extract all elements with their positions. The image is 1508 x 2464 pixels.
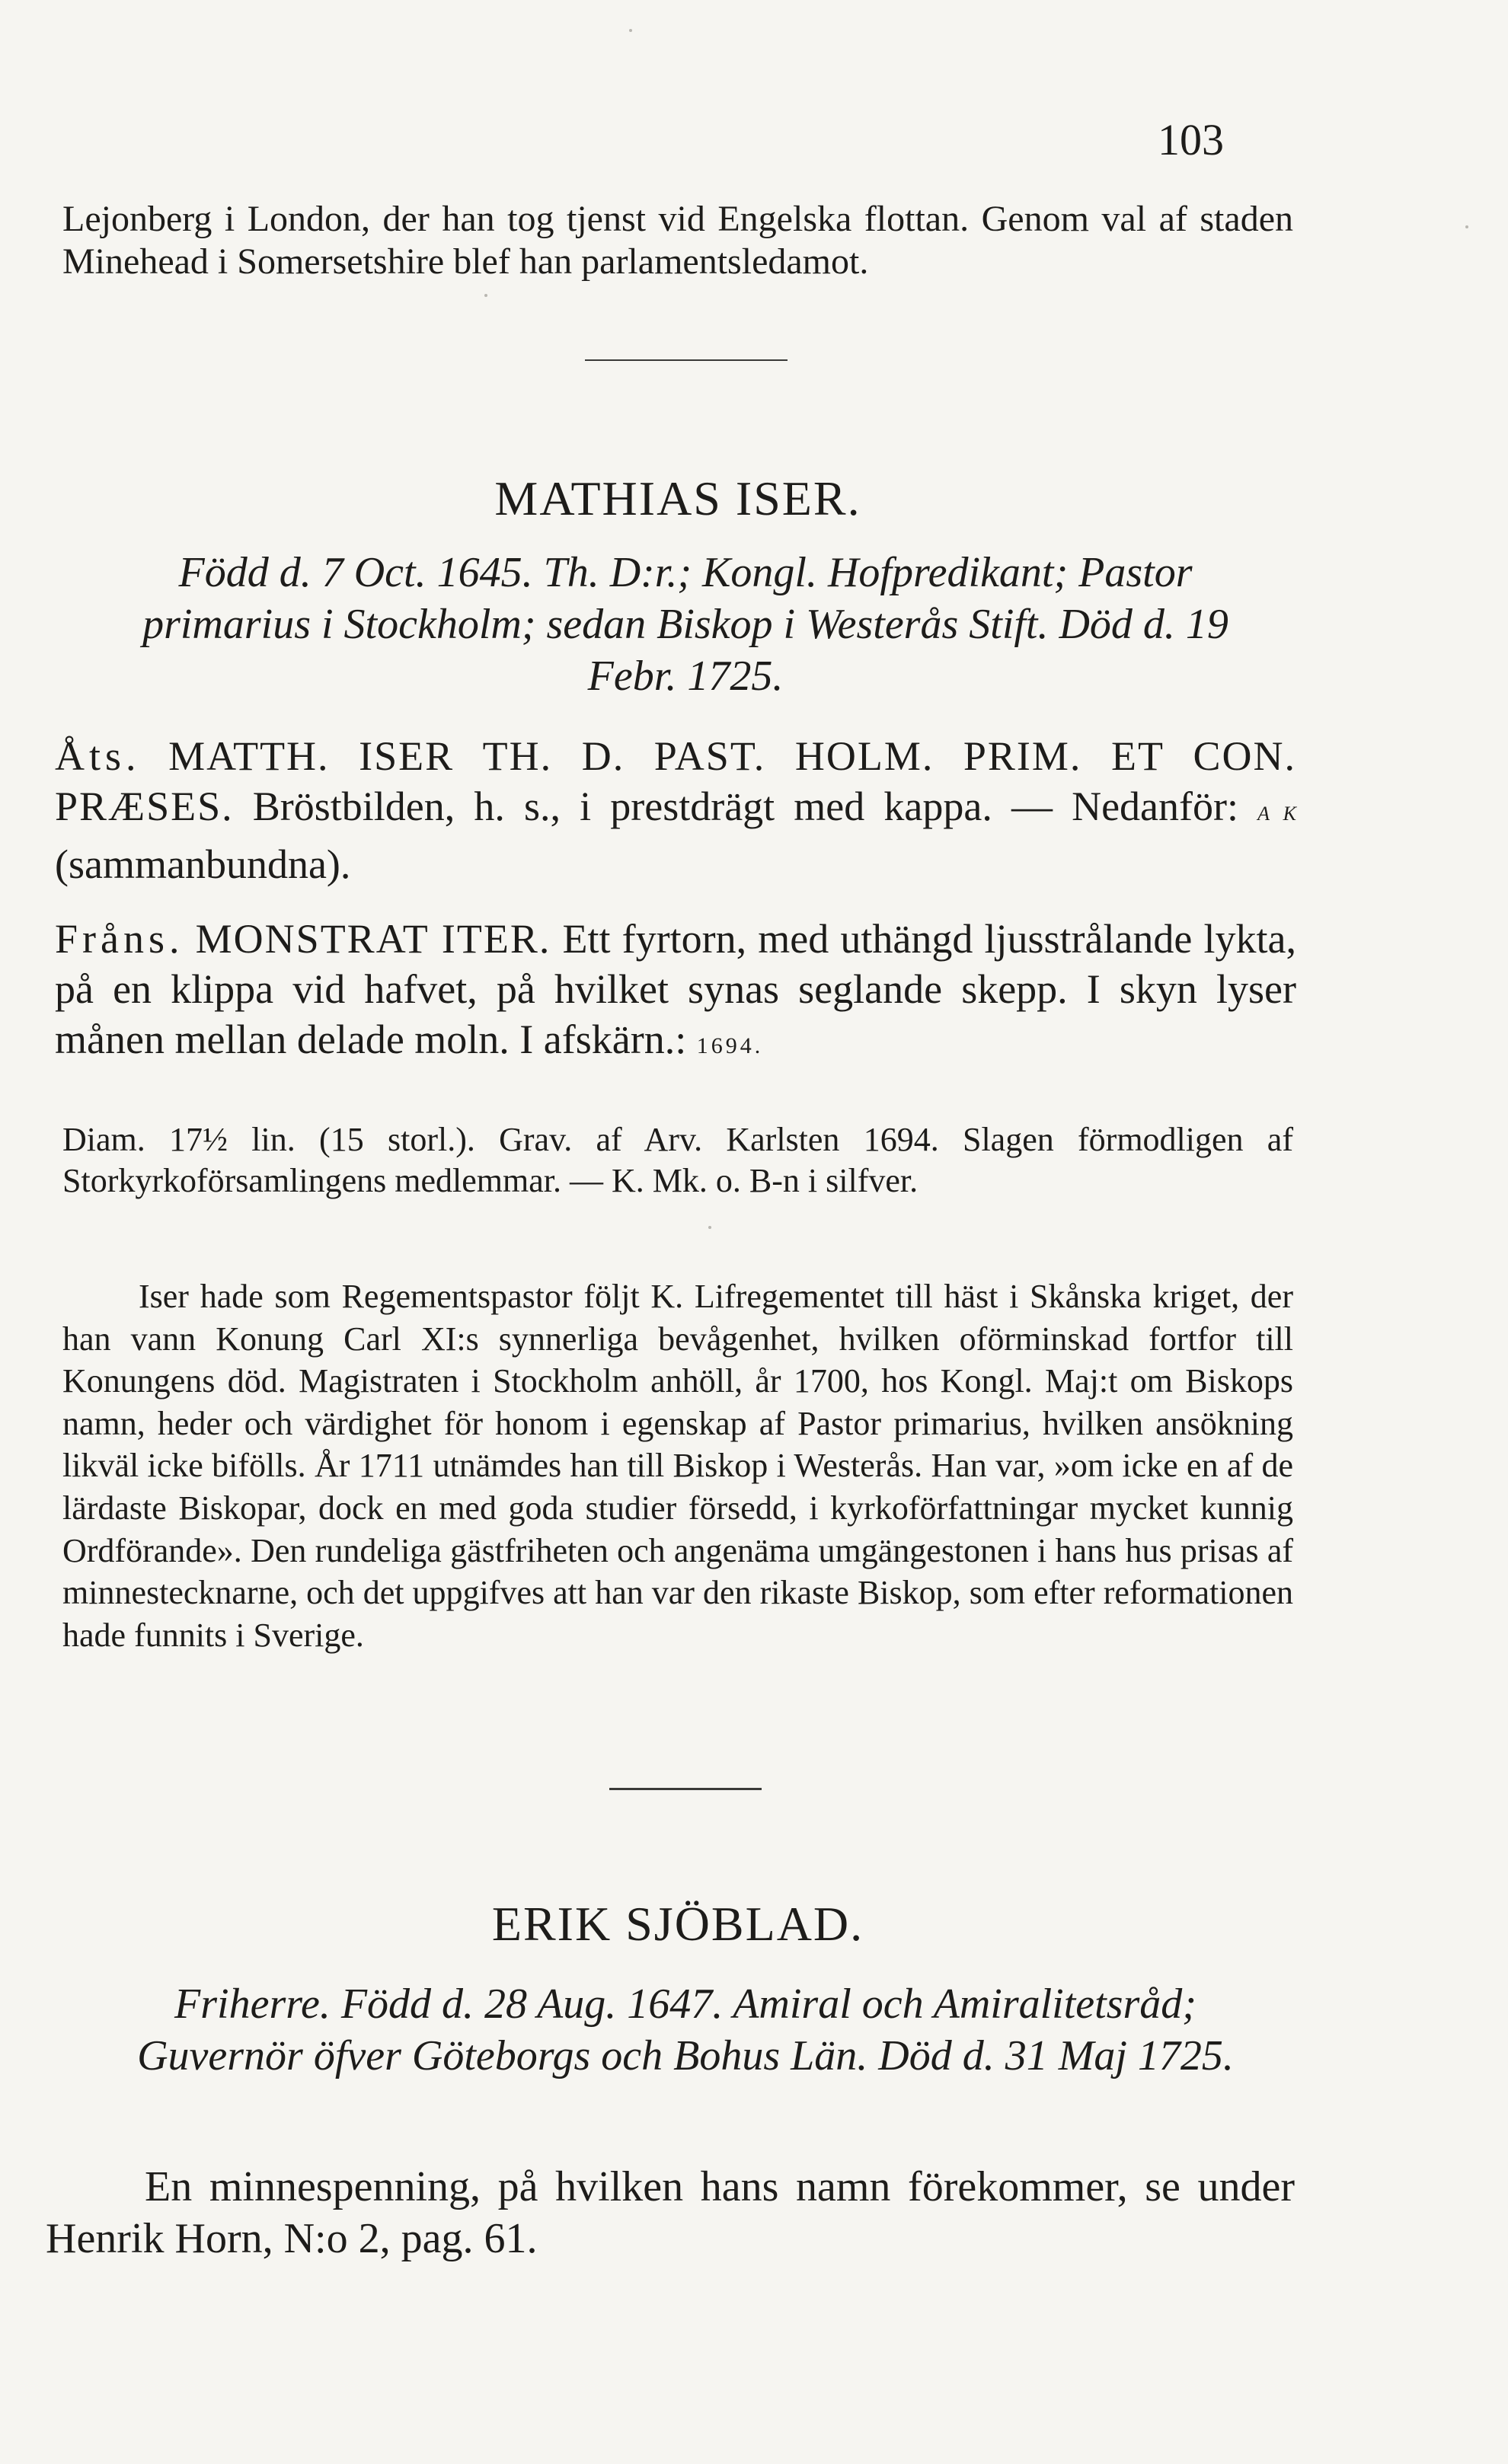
obverse-text: Bröstbilden, h. s., i prestdrägt med kappa. — Nedanför: <box>252 784 1238 829</box>
medal-note: Diam. 17½ lin. (15 storl.). Grav. af Arv. Karlsten 1694. Slagen förmodligen af Storkyrkoförsamlingens medlemmar. — K. Mk. o. B-n i silfver. <box>62 1121 1293 1199</box>
paper-speck <box>1465 225 1468 228</box>
page-number: 103 <box>1158 115 1224 164</box>
reverse-description <box>55 914 1296 1071</box>
biography-text: Iser hade som Regementspastor följt K. Lifregementet till häst i Skånska kriget, der han vann Konung Carl XI:s synnerliga bevågenhet, hvilken oförminskad fortfor till Konungens död. Magistraten i Stockholm anhöll, år 1700, hos Kongl. Maj:t om Biskops namn, heder och värdighet för honom i egenskap af Pastor primarius, hvilken ansökning likväl icke bifölls. År 1711 utnämdes han till Biskop i Westerås. Han var, »om icke en af de lärdaste Biskopar, dock en med goda studier försedd, i kyrkoförfattningar mycket kunnig Ordförande». Den rundeliga gästfriheten och angenäma umgängestonen i hans hus prisas af minnestecknarne, och det uppgifves att han var den rikaste Biskop, som efter reformationen hade funnits i Sverige. <box>62 1278 1293 1654</box>
bio-line-mathias-iser: Född d. 7 Oct. 1645. Th. D:r.; Kongl. Hofpredikant; Pastor primarius i Stockholm; sedan Biskop i Westerås Stift. Död d. 19 Febr. 1725. <box>142 549 1228 700</box>
section-heading-erik-sjoblad: ERIK SJÖBLAD. <box>491 1897 864 1951</box>
paper-speck <box>708 1226 711 1229</box>
section-divider <box>585 359 788 361</box>
obverse-description <box>55 731 1296 889</box>
paper-speck <box>629 29 632 32</box>
bio-line-erik-sjoblad: Friherre. Född d. 28 Aug. 1647. Amiral och Amiralitetsråd; Guvernör öfver Göteborgs och Bohus Län. Död d. 31 Maj 1725. <box>137 1980 1234 2079</box>
paper-speck <box>484 294 487 297</box>
engraver-mark-note: (sammanbundna). <box>55 841 351 887</box>
biography-paragraph <box>62 1275 1293 1656</box>
closing-paragraph <box>46 2161 1295 2265</box>
obverse-legend: MATTH. ISER TH. D. PAST. HOLM. PRIM. ET CON. PRÆSES. <box>55 733 1296 829</box>
reverse-legend: MONSTRAT ITER. <box>195 916 551 962</box>
engraver-mark: A K <box>1257 803 1296 825</box>
reverse-label: Fråns. <box>55 916 184 962</box>
section-divider <box>609 1788 762 1790</box>
intro-paragraph: Lejonberg i London, der han tog tjenst vid Engelska flottan. Genom val af staden Minehead i Somersetshire blef han parlamentsledamot. <box>62 199 1293 282</box>
exergue-year: 1694. <box>696 1033 764 1058</box>
reverse-text: Ett fyrtorn, med uthängd ljusstrålande lykta, på en klippa vid hafvet, på hvilket synas seglande skepp. I skyn lyser månen mellan delade moln. I afskärn.: <box>55 916 1297 1062</box>
closing-text: En minnespenning, på hvilken hans namn förekommer, se under Henrik Horn, N:o 2, pag. 61. <box>46 2163 1295 2262</box>
section-heading-mathias-iser: MATHIAS ISER. <box>494 471 861 525</box>
obverse-label: Åts. <box>55 733 141 779</box>
